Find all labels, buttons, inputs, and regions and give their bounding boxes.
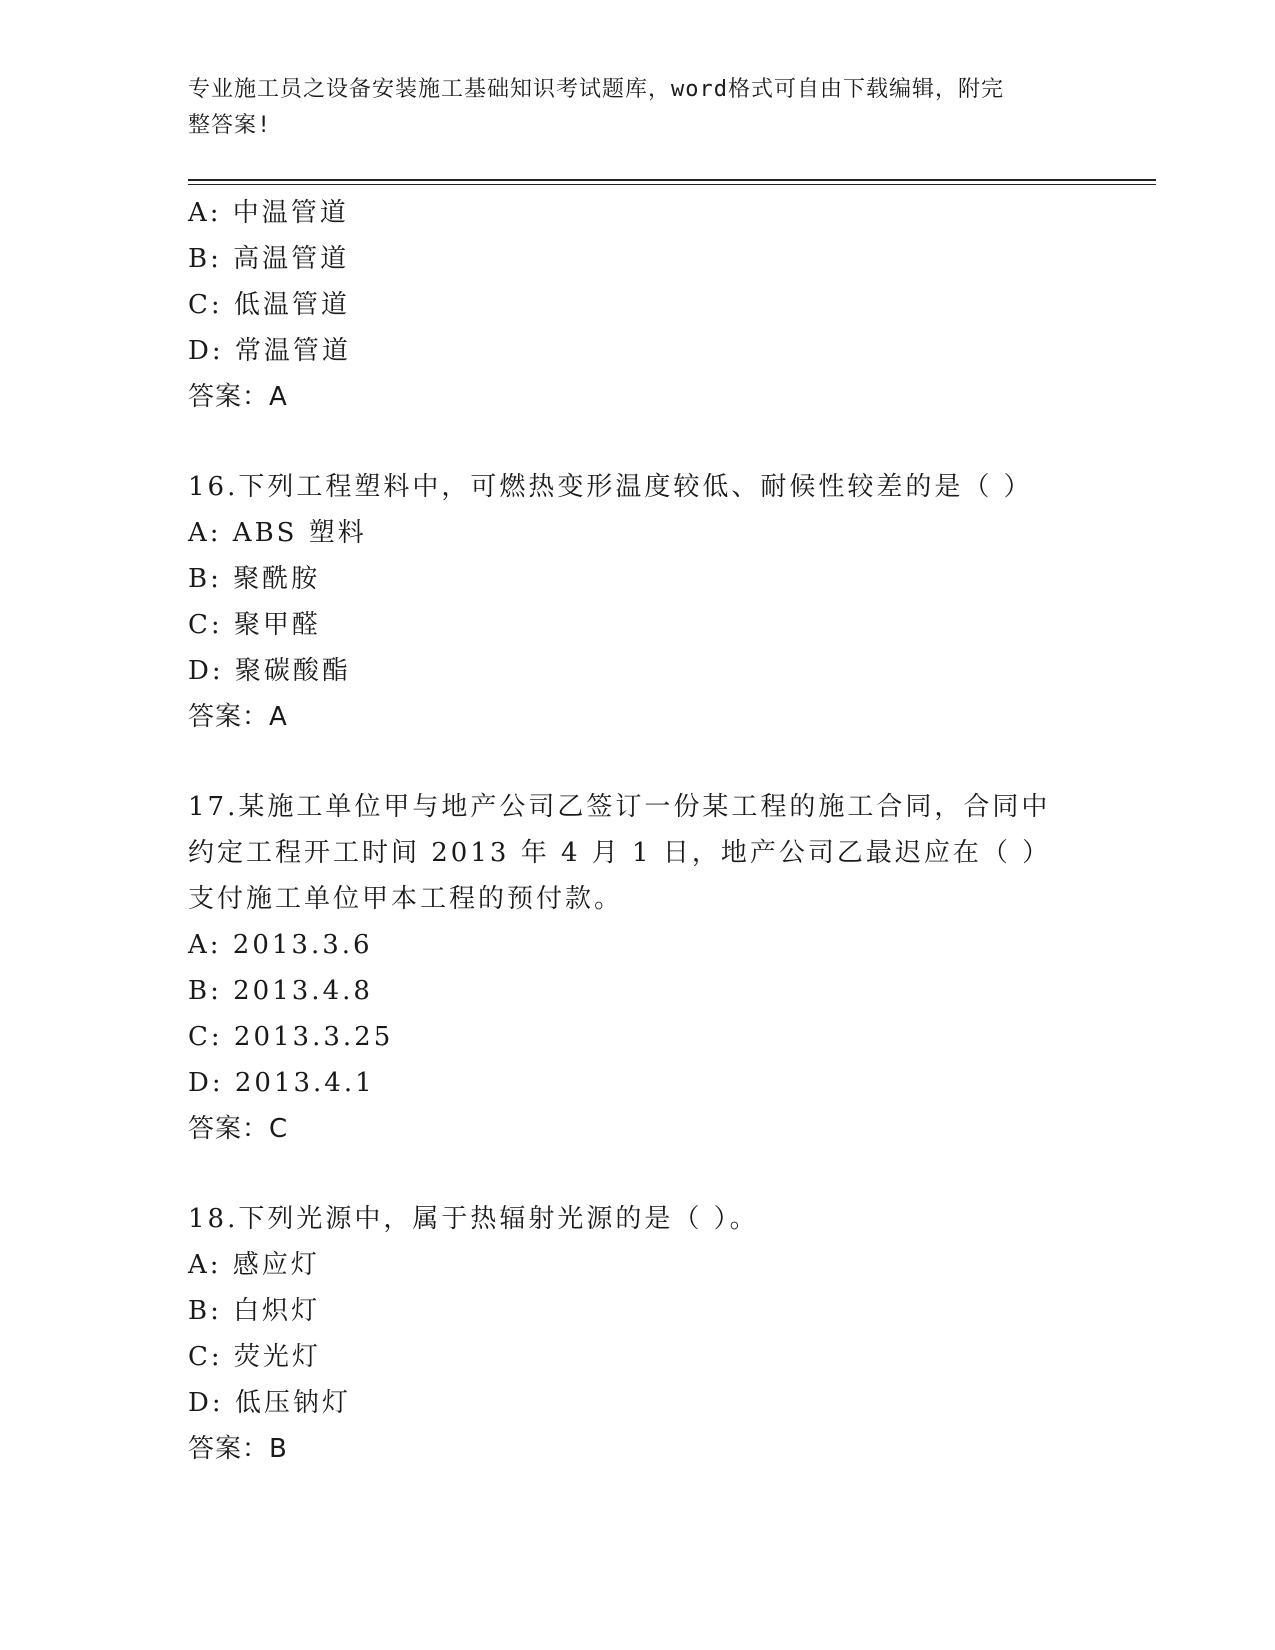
answer-line: 答案：C bbox=[188, 1114, 289, 1144]
header-rule-thin bbox=[188, 184, 1156, 185]
answer-line: 答案：A bbox=[188, 382, 288, 412]
question-17 bbox=[188, 784, 1088, 1152]
option-c: C: 聚甲醛 bbox=[188, 610, 321, 640]
option-b: B: 聚酰胺 bbox=[188, 564, 321, 594]
option-b: B: 高温管道 bbox=[188, 244, 350, 274]
question-spacer bbox=[188, 740, 1088, 784]
option-c: C: 荧光灯 bbox=[188, 1342, 321, 1372]
question-stem: 17.某施工单位甲与地产公司乙签订一份某工程的施工合同，合同中约定工程开工时间 2013 年 4 月 1 日，地产公司乙最迟应在（ ）支付施工单位甲本工程的预付款。 bbox=[188, 792, 1052, 914]
option-a: A: ABS 塑料 bbox=[188, 518, 367, 548]
header-title-line-2: 整答案! bbox=[188, 113, 272, 138]
question-list bbox=[188, 190, 1088, 1472]
answer-line: 答案：A bbox=[188, 702, 288, 732]
option-c: C: 低温管道 bbox=[188, 290, 350, 320]
option-a: A: 感应灯 bbox=[188, 1250, 320, 1280]
answer-line: 答案：B bbox=[188, 1434, 288, 1464]
question-16 bbox=[188, 464, 1088, 740]
document-header bbox=[188, 72, 1068, 144]
question-spacer bbox=[188, 1152, 1088, 1196]
header-title-line-1: 专业施工员之设备安装施工基础知识考试题库，word格式可自由下载编辑，附完 bbox=[188, 77, 1004, 102]
option-a: A: 中温管道 bbox=[188, 198, 349, 228]
question-stem: 18.下列光源中，属于热辐射光源的是（ ）。 bbox=[188, 1204, 759, 1234]
option-d: D: 2013.4.1 bbox=[188, 1068, 375, 1098]
option-c: C: 2013.3.25 bbox=[188, 1022, 394, 1052]
question-15 bbox=[188, 190, 1088, 420]
option-d: D: 常温管道 bbox=[188, 336, 351, 366]
option-d: D: 聚碳酸酯 bbox=[188, 656, 351, 686]
option-d: D: 低压钠灯 bbox=[188, 1388, 351, 1418]
header-rule-thick bbox=[188, 179, 1156, 181]
question-stem: 16.下列工程塑料中，可燃热变形温度较低、耐候性较差的是（ ） bbox=[188, 472, 1033, 502]
question-spacer bbox=[188, 420, 1088, 464]
option-a: A: 2013.3.6 bbox=[188, 930, 373, 960]
option-b: B: 白炽灯 bbox=[188, 1296, 321, 1326]
question-18 bbox=[188, 1196, 1088, 1472]
option-b: B: 2013.4.8 bbox=[188, 976, 373, 1006]
